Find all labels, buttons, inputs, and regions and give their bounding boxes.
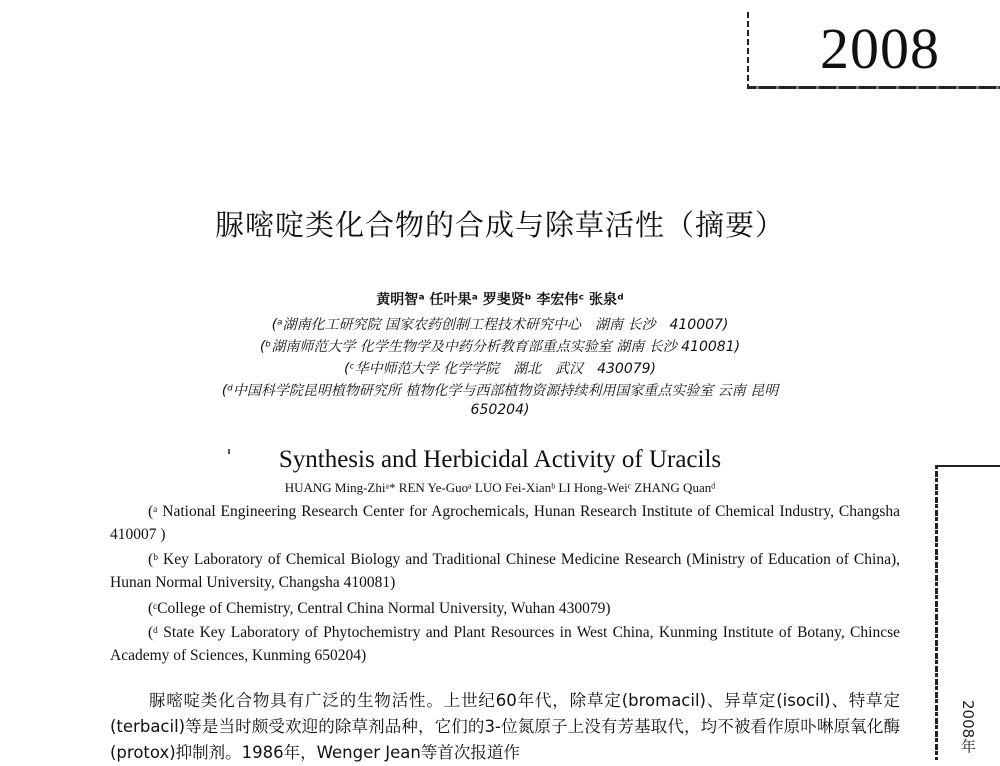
abstract-paragraph (110, 688, 900, 766)
year-header (747, 12, 1000, 90)
english-title: Synthesis and Herbicidal Activity of Uracils (278, 446, 722, 473)
english-affiliation-a (110, 500, 900, 546)
chinese-title: 脲嘧啶类化合物的合成与除草活性（摘要） (214, 208, 785, 242)
english-affiliation-a-text: (ᵃ National Engineering Research Center for Agrochemicals, Hunan Research Institute of Chemical Industry, Changsha 410007 ) (110, 503, 900, 543)
year-header-underline (747, 86, 1000, 89)
english-affiliation-b-text: (ᵇ Key Laboratory of Chemical Biology and Traditional Chinese Medicine Research (Ministry of Education of China), Hunan Normal University, Changsha 410081) (110, 551, 900, 591)
year-label: 2008 (820, 16, 940, 81)
english-authors: HUANG Ming-Zhiᵃ* REN Ye-Guoᵃ LUO Fei-Xianᵇ LI Hong-Weiᶜ ZHANG Quanᵈ (284, 480, 716, 495)
margin-year-label: 2008年 (959, 700, 977, 754)
english-affiliation-d (110, 621, 900, 667)
english-affiliation-c-text: (ᶜCollege of Chemistry, Central China Normal University, Wuhan 430079) (148, 600, 611, 617)
chinese-authors: 黄明智ᵃ 任叶果ᵃ 罗斐贤ᵇ 李宏伟ᶜ 张泉ᵈ (376, 292, 624, 308)
margin-vertical-rule (935, 465, 938, 760)
abstract-paragraph-text: 脲嘧啶类化合物具有广泛的生物活性。上世纪60年代，除草定(bromacil)、异草定(isocil)、特草定(terbacil)等是当时颇受欢迎的除草剂品种，它们的3-位氮原子上没有芳基取代，均不被看作原卟啉原氧化酶(protox)抑制剂。1986年，Wenger Jean等首次报道作 (110, 691, 900, 762)
chinese-affiliation-c: (ᶜ华中师范大学 化学学院 湖北 武汉 430079) (344, 361, 656, 377)
chinese-affiliation-d: (ᵈ中国科学院昆明植物研究所 植物化学与西部植物资源持续利用国家重点实验室 云南 昆明 (221, 383, 779, 399)
chinese-affiliation-a: (ᵃ湖南化工研究院 国家农药创制工程技术研究中心 湖南 长沙 410007) (271, 317, 729, 333)
english-affiliation-d-text: (ᵈ State Key Laboratory of Phytochemistry and Plant Resources in West China, Kunming Institute of Botany, Chincse Academy of Sciences, Kunming 650204) (110, 624, 900, 664)
chinese-affiliation-b: (ᵇ湖南师范大学 化学生物学及中药分析教育部重点实验室 湖南 长沙 410081) (259, 339, 741, 355)
english-affiliation-c (110, 597, 900, 620)
chinese-affiliation-d-postcode: 650204) (470, 402, 530, 418)
margin-top-rule (935, 465, 1000, 467)
english-affiliation-b (110, 548, 900, 594)
year-header-left-rule (747, 12, 749, 88)
